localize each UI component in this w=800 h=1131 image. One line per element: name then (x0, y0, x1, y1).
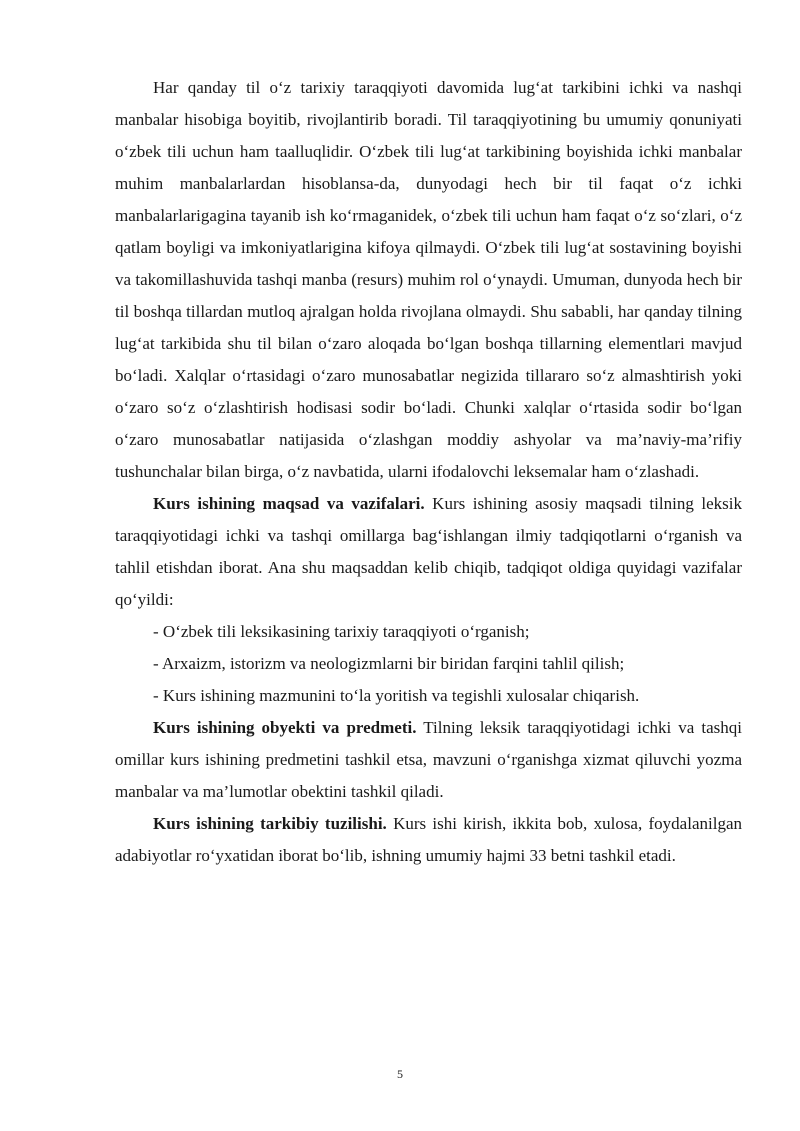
goals-heading: Kurs ishining maqsad va vazifalari. (153, 494, 425, 513)
task-item-1: - O‘zbek tili leksikasining tarixiy taraqqiyoti o‘rganish; (153, 622, 530, 641)
goals-paragraph (115, 488, 742, 616)
page-body (115, 72, 742, 872)
structure-heading: Kurs ishining tarkibiy tuzilishi. (153, 814, 387, 833)
task-item-3: - Kurs ishining mazmunini to‘la yoritish va tegishli xulosalar chiqarish. (153, 686, 640, 705)
intro-paragraph (115, 72, 742, 488)
task-item-2: - Arxaizm, istorizm va neologizmlarni bir biridan farqini tahlil qilish; (153, 654, 625, 673)
object-heading: Kurs ishining obyekti va predmeti. (153, 718, 417, 737)
page-number: 5 (397, 1067, 403, 1081)
object-paragraph (115, 712, 742, 808)
object-text: Tilning leksik taraqqiyotidagi ichki va tashqi omillar kurs ishining predmetini tashkil etsa, mavzuni o‘rganishga xizmat qiluvchi yozma manbalar va ma’lumotlar obektini tashkil qiladi. (115, 718, 742, 801)
structure-text: Kurs ishi kirish, ikkita bob, xulosa, foydalanilgan adabiyotlar ro‘yxatidan iborat bo‘lib, ishning umumiy hajmi 33 betni tashkil etadi. (115, 814, 742, 865)
intro-text: Har qanday til o‘z tarixiy taraqqiyoti davomida lug‘at tarkibini ichki va nashqi manbalar hisobiga boyitib, rivojlantirib boradi. Til taraqqiyotining bu umumiy qonuniyati o‘zbek tili uchun ham taalluqlidir. O‘zbek tili lug‘at tarkibining boyishida ichki manbalar muhim manbalarlardan hisoblansa-da, dunyodagi hech bir til faqat o‘z ichki manbalarlarigagina tayanib ish ko‘rmaganidek, o‘zbek tili uchun ham faqat o‘z so‘zlari, o‘z qatlam boyligi va imkoniyatlarigina kifoya qilmaydi. O‘zbek tili lug‘at sostavining boyishi va takomillashuvida tashqi manba (resurs) muhim rol o‘ynaydi. Umuman, dunyoda hech bir til boshqa tillardan mutloq ajralgan holda rivojlana olmaydi. Shu sababli, har qanday tilning lug‘at tarkibida shu til bilan o‘zaro aloqada bo‘lgan boshqa tillarning elementlari mavjud bo‘ladi. Xalqlar o‘rtasidagi o‘zaro munosabatlar negizida tillararo so‘z almashtirish yoki o‘zaro so‘z o‘zlashtirish hodisasi sodir bo‘ladi. Chunki xalqlar o‘rtasida sodir bo‘lgan o‘zaro munosabatlar natijasida o‘zlashgan moddiy ashyolar va ma’naviy-ma’rifiy tushunchalar bilan birga, o‘z navbatida, ularni ifodalovchi leksemalar ham o‘zlashadi. (115, 78, 742, 481)
goals-text: Kurs ishining asosiy maqsadi tilning leksik taraqqiyotidagi ichki va tashqi omillarga bag‘ishlangan ilmiy tadqiqotlarni o‘rganish va tahlil etishdan iborat. Ana shu maqsaddan kelib chiqib, tadqiqot oldiga quyidagi vazifalar qo‘yildi: (115, 494, 742, 609)
structure-paragraph (115, 808, 742, 872)
